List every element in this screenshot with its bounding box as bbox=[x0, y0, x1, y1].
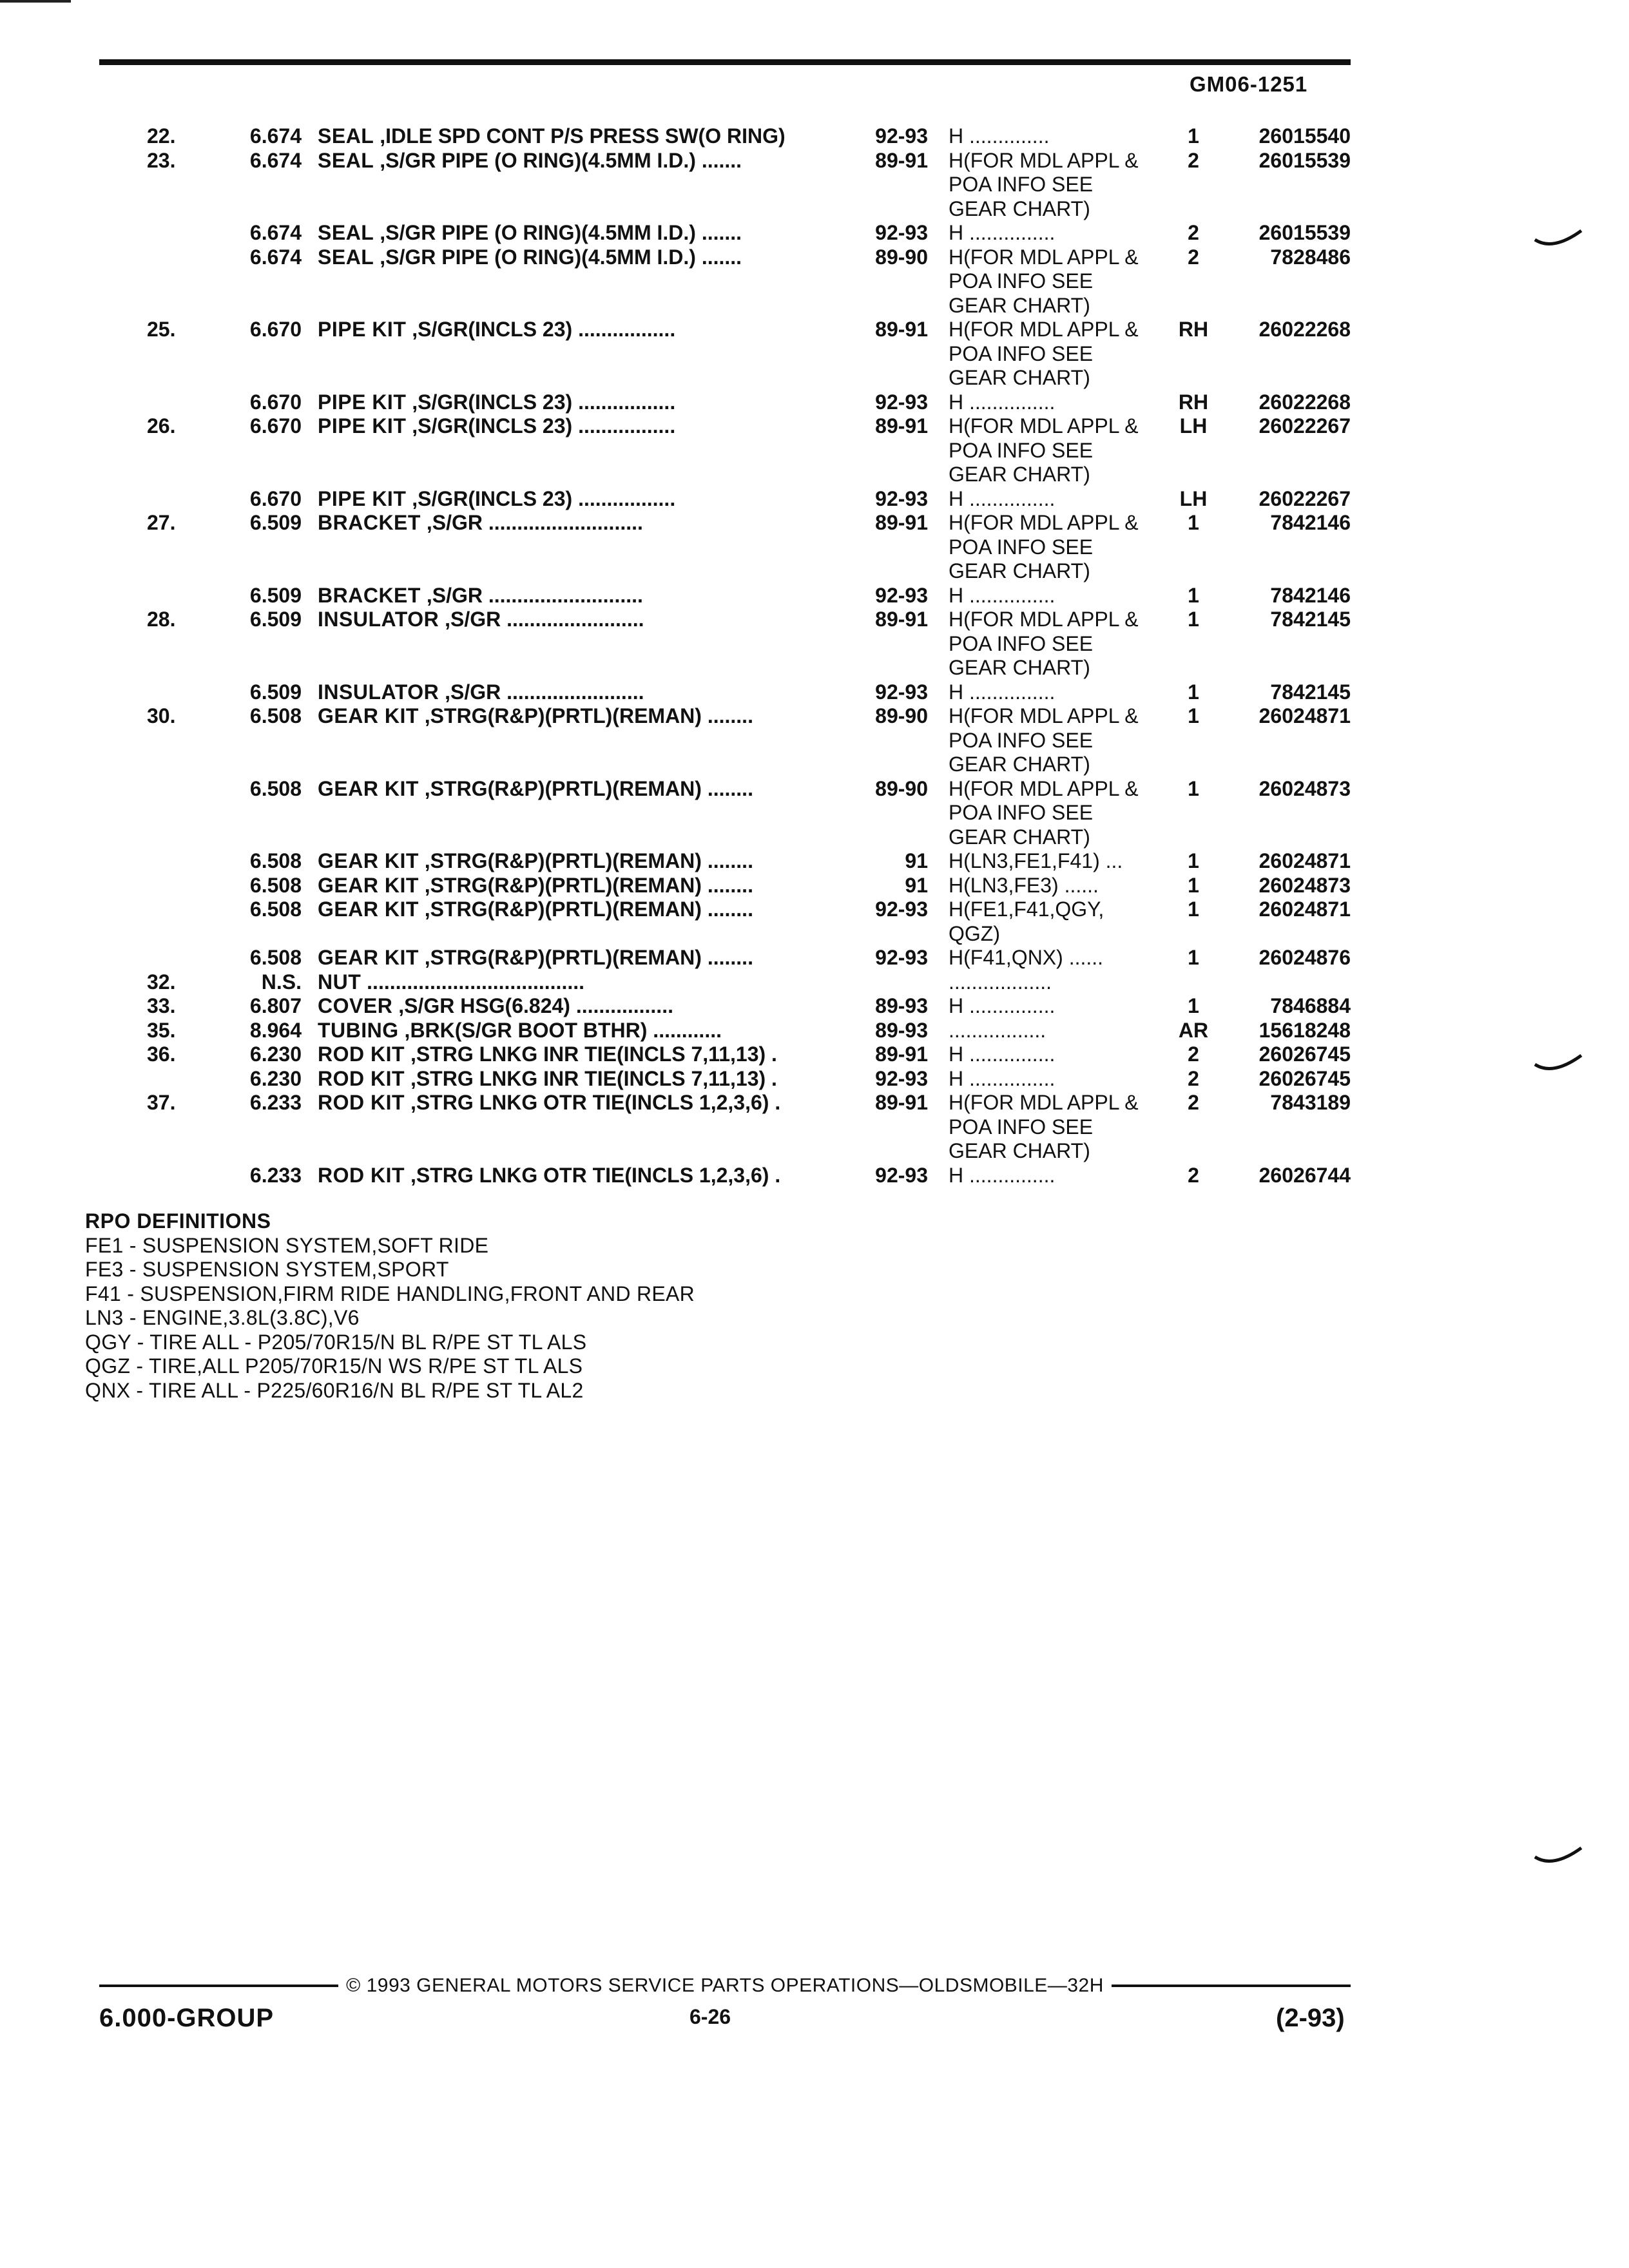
part-description bbox=[318, 970, 846, 995]
part-name: GEAR KIT bbox=[318, 849, 419, 872]
part-row bbox=[0, 318, 1629, 342]
part-number: 7828486 bbox=[1270, 245, 1351, 269]
part-row bbox=[0, 149, 1629, 173]
part-row bbox=[0, 390, 1629, 415]
usage-note: .................. bbox=[949, 970, 1052, 994]
part-name: ROD KIT bbox=[318, 1043, 405, 1066]
part-description bbox=[318, 1043, 846, 1067]
usage-note: H(FOR MDL APPL & bbox=[949, 776, 1139, 800]
ref-number: 37. bbox=[147, 1091, 176, 1114]
usage-note: H(LN3,FE1,F41) ... bbox=[949, 849, 1123, 872]
part-name: NUT bbox=[318, 970, 361, 994]
model-years: 89-91 bbox=[875, 1091, 928, 1114]
part-number: 26015539 bbox=[1258, 221, 1351, 244]
part-row-continuation bbox=[0, 366, 1629, 390]
group-number: 6.508 bbox=[249, 946, 302, 969]
usage-note: H ............... bbox=[949, 994, 1055, 1017]
usage-note: H(FOR MDL APPL & bbox=[949, 511, 1139, 534]
rpo-lines bbox=[85, 1234, 695, 1403]
group-number: 6.670 bbox=[249, 318, 302, 341]
group-number: 6.508 bbox=[249, 704, 302, 727]
part-detail: ,S/GR(INCLS 23) ................. bbox=[406, 390, 676, 414]
usage-note: POA INFO SEE bbox=[949, 631, 1094, 655]
footer-rule-left bbox=[99, 1984, 338, 1987]
usage-note: H(FOR MDL APPL & bbox=[949, 704, 1139, 727]
usage-note: GEAR CHART) bbox=[949, 197, 1090, 220]
ref-number: 28. bbox=[147, 608, 176, 631]
part-row bbox=[0, 221, 1629, 245]
usage-note: H .............. bbox=[949, 124, 1050, 148]
part-description bbox=[318, 511, 846, 535]
part-description bbox=[318, 390, 846, 415]
part-row bbox=[0, 970, 1629, 995]
model-years: 89-91 bbox=[875, 1043, 928, 1066]
model-years: 92-93 bbox=[875, 221, 928, 244]
part-row bbox=[0, 1067, 1629, 1091]
part-row-continuation bbox=[0, 197, 1629, 222]
part-detail: ,S/GR PIPE (O RING)(4.5MM I.D.) ....... bbox=[374, 148, 742, 172]
part-detail: ...................................... bbox=[361, 970, 584, 994]
usage-note: QGZ) bbox=[949, 921, 1000, 945]
part-row bbox=[0, 994, 1629, 1019]
quantity: 1 bbox=[1188, 124, 1199, 148]
footer-rule-right bbox=[1112, 1984, 1351, 1987]
usage-note: H(FOR MDL APPL & bbox=[949, 608, 1139, 631]
rpo-title: RPO DEFINITIONS bbox=[85, 1209, 271, 1233]
part-row-continuation bbox=[0, 753, 1629, 777]
part-detail: ,S/GR ........................ bbox=[439, 680, 644, 704]
quantity: 1 bbox=[1188, 849, 1199, 872]
usage-note: POA INFO SEE bbox=[949, 801, 1094, 824]
quantity: 1 bbox=[1188, 608, 1199, 631]
model-years: 92-93 bbox=[875, 898, 928, 921]
model-years: 89-91 bbox=[875, 318, 928, 341]
group-number: 6.670 bbox=[249, 390, 302, 414]
part-description bbox=[318, 608, 846, 632]
part-row-continuation bbox=[0, 801, 1629, 825]
group-number: 6.233 bbox=[249, 1091, 302, 1114]
part-name: GEAR KIT bbox=[318, 898, 419, 921]
part-row bbox=[0, 777, 1629, 802]
rpo-definition-line: F41 - SUSPENSION,FIRM RIDE HANDLING,FRONT AND REAR bbox=[85, 1282, 695, 1305]
quantity: 2 bbox=[1188, 1163, 1199, 1187]
part-name: GEAR KIT bbox=[318, 704, 419, 727]
part-row bbox=[0, 245, 1629, 270]
usage-note: H ............... bbox=[949, 486, 1055, 510]
part-name: SEAL bbox=[318, 221, 374, 244]
quantity: 2 bbox=[1188, 221, 1199, 244]
usage-note: H ............... bbox=[949, 1066, 1055, 1090]
part-row-continuation bbox=[0, 535, 1629, 560]
usage-note: H ............... bbox=[949, 221, 1055, 244]
part-row-continuation bbox=[0, 922, 1629, 947]
rpo-definition-line: QNX - TIRE ALL - P225/60R16/N BL R/PE ST TL AL2 bbox=[85, 1378, 584, 1402]
part-detail: ,STRG(R&P)(PRTL)(REMAN) ........ bbox=[418, 946, 753, 969]
ref-number: 26. bbox=[147, 414, 176, 437]
usage-note: H(FOR MDL APPL & bbox=[949, 245, 1139, 269]
usage-note: GEAR CHART) bbox=[949, 753, 1090, 776]
part-detail: ,STRG(R&P)(PRTL)(REMAN) ........ bbox=[418, 849, 753, 872]
usage-note: GEAR CHART) bbox=[949, 293, 1090, 317]
model-years: 91 bbox=[905, 873, 928, 897]
part-detail: ,S/GR PIPE (O RING)(4.5MM I.D.) ....... bbox=[374, 245, 742, 269]
part-description bbox=[318, 874, 846, 898]
rpo-definition-line: LN3 - ENGINE,3.8L(3.8C),V6 bbox=[85, 1306, 360, 1329]
part-detail: ,STRG LNKG OTR TIE(INCLS 1,2,3,6) . bbox=[405, 1163, 781, 1187]
part-description bbox=[318, 1019, 846, 1043]
usage-note: POA INFO SEE bbox=[949, 728, 1094, 752]
part-number: 26024876 bbox=[1258, 946, 1351, 969]
group-number: 8.964 bbox=[249, 1018, 302, 1042]
quantity: 1 bbox=[1188, 898, 1199, 921]
usage-note: GEAR CHART) bbox=[949, 366, 1090, 389]
model-years: 92-93 bbox=[875, 946, 928, 969]
usage-note: H ............... bbox=[949, 1043, 1055, 1066]
part-number: 7842145 bbox=[1270, 608, 1351, 631]
part-number: 7843189 bbox=[1270, 1091, 1351, 1114]
part-row bbox=[0, 487, 1629, 512]
part-name: PIPE KIT bbox=[318, 414, 407, 437]
binder-tick-mark bbox=[1534, 1844, 1585, 1870]
footer-copyright: © 1993 GENERAL MOTORS SERVICE PARTS OPERATIONS—OLDSMOBILE—32H bbox=[346, 1975, 1104, 1996]
part-row-continuation bbox=[0, 632, 1629, 657]
group-number: 6.508 bbox=[249, 776, 302, 800]
part-detail: ,STRG LNKG INR TIE(INCLS 7,11,13) . bbox=[405, 1066, 777, 1090]
quantity: 2 bbox=[1188, 245, 1199, 269]
part-name: PIPE KIT bbox=[318, 318, 407, 341]
corner-mark bbox=[0, 0, 71, 3]
model-years: 89-91 bbox=[875, 608, 928, 631]
part-row-continuation bbox=[0, 559, 1629, 584]
part-name: ROD KIT bbox=[318, 1066, 405, 1090]
usage-note: H(F41,QNX) ...... bbox=[949, 946, 1104, 969]
part-row bbox=[0, 1043, 1629, 1067]
usage-note: H ............... bbox=[949, 1163, 1055, 1187]
model-years: 89-90 bbox=[875, 245, 928, 269]
part-detail: ,S/GR PIPE (O RING)(4.5MM I.D.) ....... bbox=[374, 221, 742, 244]
part-row-continuation bbox=[0, 1115, 1629, 1140]
rpo-definition-line: FE1 - SUSPENSION SYSTEM,SOFT RIDE bbox=[85, 1233, 489, 1257]
part-description bbox=[318, 946, 846, 970]
part-description bbox=[318, 680, 846, 705]
usage-note: GEAR CHART) bbox=[949, 656, 1090, 679]
part-row-continuation bbox=[0, 729, 1629, 753]
part-detail: ,S/GR(INCLS 23) ................. bbox=[406, 414, 676, 437]
part-row bbox=[0, 511, 1629, 535]
quantity: 1 bbox=[1188, 583, 1199, 607]
usage-note: H(FOR MDL APPL & bbox=[949, 318, 1139, 341]
part-name: TUBING bbox=[318, 1018, 399, 1042]
part-row-continuation bbox=[0, 656, 1629, 680]
part-name: ROD KIT bbox=[318, 1091, 405, 1114]
part-description bbox=[318, 1164, 846, 1188]
part-description bbox=[318, 777, 846, 802]
part-description bbox=[318, 1067, 846, 1091]
part-detail: ,S/GR(INCLS 23) ................. bbox=[406, 318, 676, 341]
usage-note: POA INFO SEE bbox=[949, 535, 1094, 559]
part-number: 7842146 bbox=[1270, 511, 1351, 534]
quantity: AR bbox=[1178, 1018, 1209, 1042]
part-number: 26026744 bbox=[1258, 1163, 1351, 1187]
group-number: 6.508 bbox=[249, 873, 302, 897]
part-number: 26022268 bbox=[1258, 390, 1351, 414]
group-number: 6.674 bbox=[249, 148, 302, 172]
part-number: 26024871 bbox=[1258, 898, 1351, 921]
quantity: 1 bbox=[1188, 873, 1199, 897]
quantity: LH bbox=[1179, 414, 1208, 437]
part-description bbox=[318, 149, 846, 173]
part-detail: ,S/GR(INCLS 23) ................. bbox=[406, 486, 676, 510]
part-detail: ,BRK(S/GR BOOT BTHR) ............ bbox=[398, 1018, 722, 1042]
model-years: 89-90 bbox=[875, 776, 928, 800]
part-row-continuation bbox=[0, 463, 1629, 487]
quantity: 2 bbox=[1188, 1066, 1199, 1090]
part-detail: ,STRG LNKG INR TIE(INCLS 7,11,13) . bbox=[405, 1043, 777, 1066]
quantity: 1 bbox=[1188, 511, 1199, 534]
ref-number: 35. bbox=[147, 1018, 176, 1042]
footer-copyright-line bbox=[99, 1973, 1351, 1999]
part-row-continuation bbox=[0, 342, 1629, 367]
part-name: GEAR KIT bbox=[318, 776, 419, 800]
quantity: 1 bbox=[1188, 946, 1199, 969]
part-description bbox=[318, 318, 846, 342]
part-row-continuation bbox=[0, 294, 1629, 318]
part-name: SEAL bbox=[318, 148, 374, 172]
part-number: 26024871 bbox=[1258, 849, 1351, 872]
part-detail: ,STRG(R&P)(PRTL)(REMAN) ........ bbox=[418, 873, 753, 897]
model-years: 91 bbox=[905, 849, 928, 872]
quantity: 1 bbox=[1188, 776, 1199, 800]
rpo-definition-line: FE3 - SUSPENSION SYSTEM,SPORT bbox=[85, 1258, 449, 1281]
parts-list bbox=[0, 124, 1629, 1187]
part-name: PIPE KIT bbox=[318, 390, 407, 414]
quantity: LH bbox=[1179, 486, 1208, 510]
footer-page-number: 6-26 bbox=[689, 2005, 731, 2028]
group-number: 6.508 bbox=[249, 849, 302, 872]
part-row bbox=[0, 124, 1629, 149]
part-description bbox=[318, 221, 846, 245]
part-row bbox=[0, 414, 1629, 439]
part-detail: ,STRG(R&P)(PRTL)(REMAN) ........ bbox=[418, 776, 753, 800]
part-row bbox=[0, 704, 1629, 729]
ref-number: 25. bbox=[147, 318, 176, 341]
footer-group: 6.000-GROUP bbox=[99, 2004, 275, 2032]
quantity: RH bbox=[1178, 390, 1209, 414]
usage-note: H(FOR MDL APPL & bbox=[949, 414, 1139, 437]
ref-number: 30. bbox=[147, 704, 176, 727]
group-number: 6.509 bbox=[249, 511, 302, 534]
quantity: RH bbox=[1178, 318, 1209, 341]
part-number: 26022267 bbox=[1258, 486, 1351, 510]
usage-note: GEAR CHART) bbox=[949, 559, 1090, 582]
usage-note: POA INFO SEE bbox=[949, 173, 1094, 196]
model-years: 92-93 bbox=[875, 124, 928, 148]
ref-number: 27. bbox=[147, 511, 176, 534]
group-number: 6.508 bbox=[249, 898, 302, 921]
part-name: GEAR KIT bbox=[318, 873, 419, 897]
ref-number: 23. bbox=[147, 148, 176, 172]
part-row-continuation bbox=[0, 173, 1629, 197]
part-row bbox=[0, 584, 1629, 608]
part-number: 26026745 bbox=[1258, 1043, 1351, 1066]
usage-note: H(LN3,FE3) ...... bbox=[949, 873, 1099, 897]
ref-number: 33. bbox=[147, 994, 176, 1017]
model-years: 92-93 bbox=[875, 583, 928, 607]
part-description bbox=[318, 704, 846, 729]
part-name: COVER bbox=[318, 994, 393, 1017]
part-number: 26015540 bbox=[1258, 124, 1351, 148]
part-number: 26024873 bbox=[1258, 776, 1351, 800]
part-row bbox=[0, 1091, 1629, 1115]
quantity: 1 bbox=[1188, 680, 1199, 704]
part-description bbox=[318, 487, 846, 512]
usage-note: GEAR CHART) bbox=[949, 463, 1090, 486]
part-description bbox=[318, 124, 846, 149]
page-code: GM06-1251 bbox=[1190, 72, 1308, 96]
model-years: 89-93 bbox=[875, 994, 928, 1017]
group-number: 6.509 bbox=[249, 680, 302, 704]
part-row bbox=[0, 898, 1629, 922]
part-row bbox=[0, 874, 1629, 898]
group-number: 6.670 bbox=[249, 414, 302, 437]
part-description bbox=[318, 414, 846, 439]
usage-note: POA INFO SEE bbox=[949, 269, 1094, 293]
usage-note: H(FOR MDL APPL & bbox=[949, 148, 1139, 172]
usage-note: H ............... bbox=[949, 680, 1055, 704]
quantity: 1 bbox=[1188, 994, 1199, 1017]
part-row-continuation bbox=[0, 269, 1629, 294]
usage-note: POA INFO SEE bbox=[949, 1115, 1094, 1139]
model-years: 92-93 bbox=[875, 486, 928, 510]
part-detail: ,STRG(R&P)(PRTL)(REMAN) ........ bbox=[418, 898, 753, 921]
part-description bbox=[318, 245, 846, 270]
part-number: 15618248 bbox=[1258, 1018, 1351, 1042]
part-name: PIPE KIT bbox=[318, 486, 407, 510]
part-row bbox=[0, 608, 1629, 632]
usage-note: H(FOR MDL APPL & bbox=[949, 1091, 1139, 1114]
group-number: 6.233 bbox=[249, 1163, 302, 1187]
part-name: BRACKET bbox=[318, 583, 421, 607]
part-row bbox=[0, 1019, 1629, 1043]
quantity: 2 bbox=[1188, 148, 1199, 172]
usage-note: GEAR CHART) bbox=[949, 825, 1090, 849]
rpo-definition-line: QGZ - TIRE,ALL P205/70R15/N WS R/PE ST TL ALS bbox=[85, 1354, 583, 1378]
quantity: 1 bbox=[1188, 704, 1199, 727]
part-detail: ,S/GR ........................... bbox=[420, 583, 643, 607]
usage-note: H ............... bbox=[949, 583, 1055, 607]
part-name: INSULATOR bbox=[318, 608, 439, 631]
part-name: ROD KIT bbox=[318, 1163, 405, 1187]
part-number: 26024871 bbox=[1258, 704, 1351, 727]
part-detail: ,STRG LNKG OTR TIE(INCLS 1,2,3,6) . bbox=[405, 1091, 781, 1114]
ref-number: 36. bbox=[147, 1043, 176, 1066]
part-detail: ,S/GR HSG(6.824) ................. bbox=[392, 994, 673, 1017]
part-name: GEAR KIT bbox=[318, 946, 419, 969]
part-row-continuation bbox=[0, 1139, 1629, 1164]
group-number: 6.509 bbox=[249, 583, 302, 607]
rpo-definition-line: QGY - TIRE ALL - P205/70R15/N BL R/PE ST TL ALS bbox=[85, 1330, 587, 1354]
part-number: 26015539 bbox=[1258, 148, 1351, 172]
usage-note: POA INFO SEE bbox=[949, 341, 1094, 365]
group-number: 6.670 bbox=[249, 486, 302, 510]
part-number: 7846884 bbox=[1270, 994, 1351, 1017]
model-years: 89-90 bbox=[875, 704, 928, 727]
ref-number: 32. bbox=[147, 970, 176, 994]
part-name: SEAL bbox=[318, 124, 374, 148]
ref-number: 22. bbox=[147, 124, 176, 148]
part-number: 7842145 bbox=[1270, 680, 1351, 704]
rpo-definitions bbox=[85, 1209, 695, 1403]
part-detail: ,IDLE SPD CONT P/S PRESS SW(O RING) bbox=[374, 124, 786, 148]
group-number: 6.230 bbox=[249, 1043, 302, 1066]
part-number: 26022267 bbox=[1258, 414, 1351, 437]
part-row bbox=[0, 680, 1629, 705]
usage-note: H ............... bbox=[949, 390, 1055, 414]
group-number: 6.509 bbox=[249, 608, 302, 631]
part-name: SEAL bbox=[318, 245, 374, 269]
part-name: INSULATOR bbox=[318, 680, 439, 704]
group-number: 6.674 bbox=[249, 245, 302, 269]
part-detail: ,S/GR ........................ bbox=[439, 608, 644, 631]
model-years: 92-93 bbox=[875, 1163, 928, 1187]
part-description bbox=[318, 584, 846, 608]
part-row bbox=[0, 1164, 1629, 1188]
part-detail: ,S/GR ........................... bbox=[420, 511, 643, 534]
part-row-continuation bbox=[0, 439, 1629, 463]
binder-tick-mark bbox=[1534, 227, 1585, 253]
group-number: 6.674 bbox=[249, 124, 302, 148]
part-description bbox=[318, 994, 846, 1019]
usage-note: POA INFO SEE bbox=[949, 438, 1094, 462]
group-number: 6.807 bbox=[249, 994, 302, 1017]
part-number: 26022268 bbox=[1258, 318, 1351, 341]
part-row bbox=[0, 946, 1629, 970]
footer-date-code: (2-93) bbox=[1276, 2004, 1345, 2032]
part-number: 26026745 bbox=[1258, 1066, 1351, 1090]
model-years: 89-91 bbox=[875, 414, 928, 437]
header-rule bbox=[99, 59, 1351, 65]
part-description bbox=[318, 898, 846, 922]
group-number: N.S. bbox=[261, 970, 302, 994]
model-years: 89-93 bbox=[875, 1018, 928, 1042]
part-description bbox=[318, 849, 846, 874]
part-description bbox=[318, 1091, 846, 1115]
quantity: 2 bbox=[1188, 1091, 1199, 1114]
part-name: BRACKET bbox=[318, 511, 421, 534]
binder-tick-mark bbox=[1534, 1052, 1585, 1077]
model-years: 89-91 bbox=[875, 148, 928, 172]
usage-note: H(FE1,F41,QGY, bbox=[949, 898, 1104, 921]
model-years: 92-93 bbox=[875, 1066, 928, 1090]
part-row-continuation bbox=[0, 825, 1629, 850]
part-number: 7842146 bbox=[1270, 583, 1351, 607]
group-number: 6.230 bbox=[249, 1066, 302, 1090]
group-number: 6.674 bbox=[249, 221, 302, 244]
model-years: 92-93 bbox=[875, 390, 928, 414]
usage-note: ................. bbox=[949, 1018, 1046, 1042]
quantity: 2 bbox=[1188, 1043, 1199, 1066]
model-years: 92-93 bbox=[875, 680, 928, 704]
part-detail: ,STRG(R&P)(PRTL)(REMAN) ........ bbox=[418, 704, 753, 727]
part-row bbox=[0, 849, 1629, 874]
part-number: 26024873 bbox=[1258, 873, 1351, 897]
model-years: 89-91 bbox=[875, 511, 928, 534]
usage-note: GEAR CHART) bbox=[949, 1139, 1090, 1162]
